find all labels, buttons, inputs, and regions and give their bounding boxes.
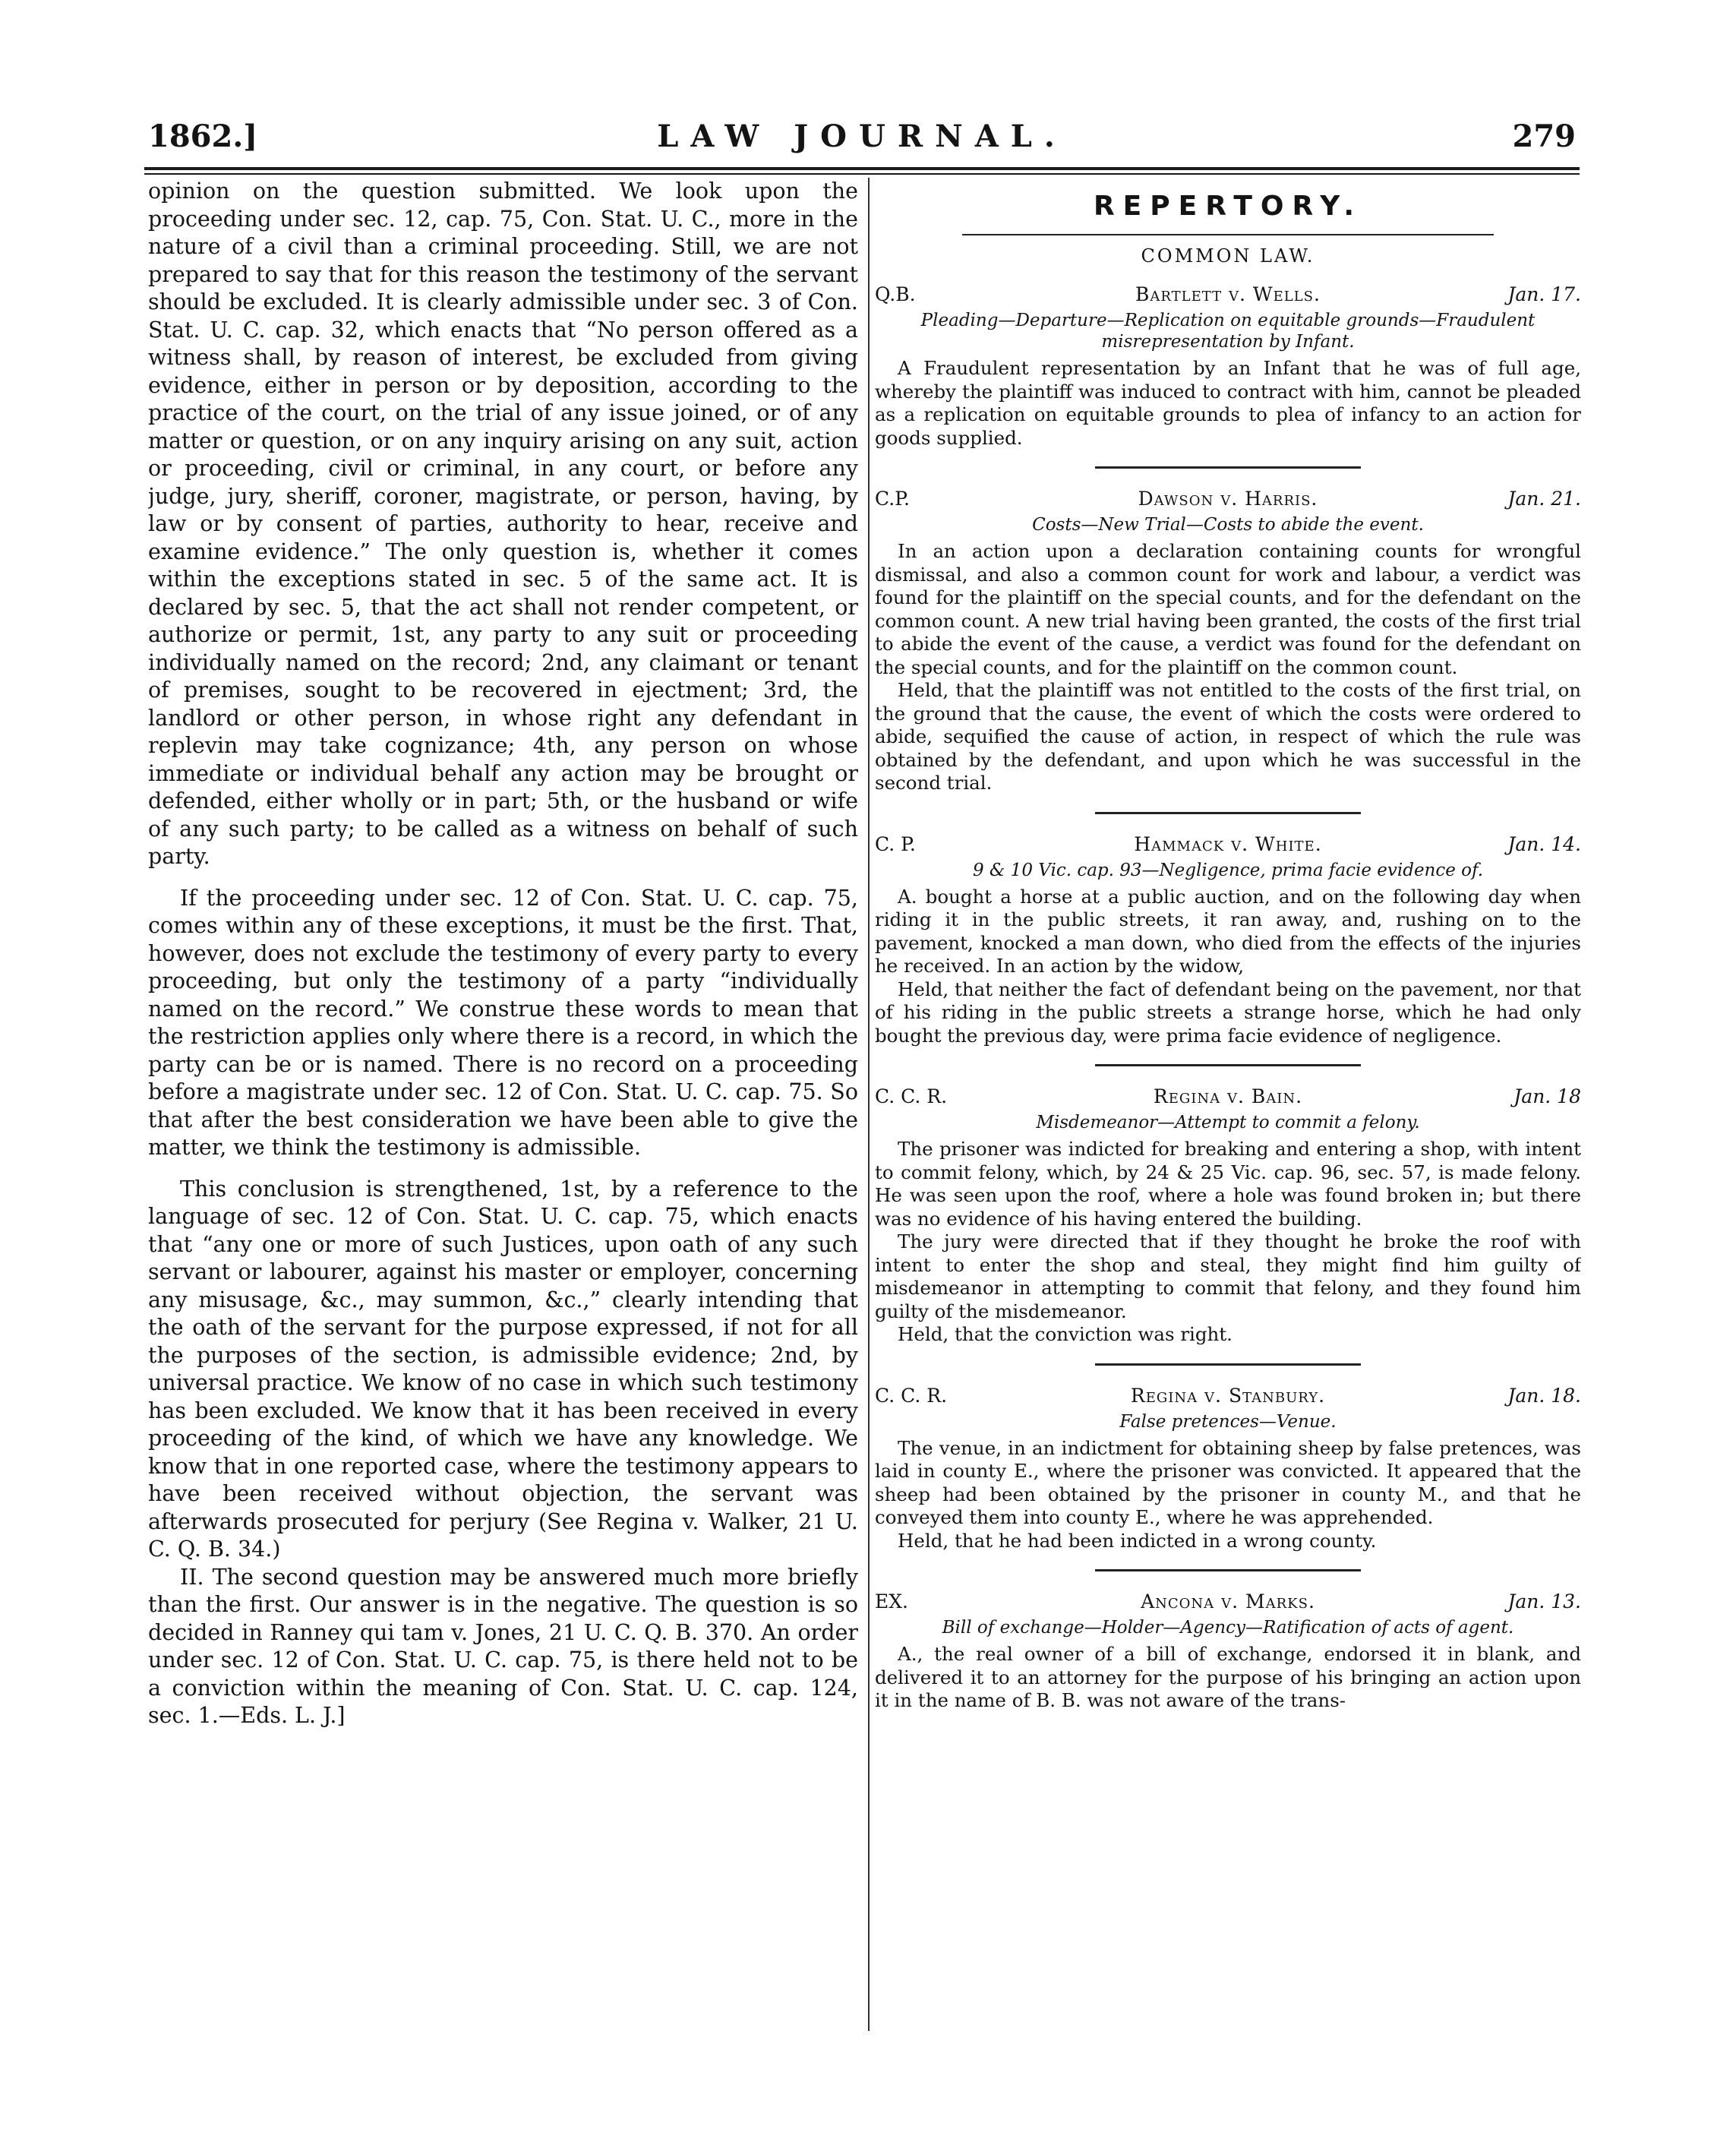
case-name: Regina v. Stanbury. — [1130, 1384, 1326, 1407]
left-paragraph-2: If the proceeding under sec. 12 of Con. Stat. U. C. cap. 75, comes within any of these exceptions, it must be the first. That, however, does not exclude the testimony of every party to every proceeding, but only the testimony of a party “individually named on the record.” We construe these words to mean that the restriction applies only where there is a record, in which the party can be or is named. There is no record on a proceeding before a magistrate under sec. 12 of Con. Stat. U. C. cap. 75. So that after the best consideration we have been able to give the matter, we think the testimony is admissible. — [148, 885, 858, 1160]
case-paragraph: Held, that the plaintiff was not entitled to the costs of the first trial, on the ground that the cause, the event of which the costs were ordered to abide, sequified the cause of action, in respect of which the rule was obtained by the defendant, and upon which he was successful in the second trial. — [875, 679, 1581, 794]
case-catchwords: Pleading—Departure—Replication on equitable grounds—Fraudulent misrepresentation by Infant. — [920, 311, 1536, 352]
case-heading — [875, 1381, 1581, 1411]
case-name: Dawson v. Harris. — [1138, 488, 1318, 510]
case-name: Hammack v. White. — [1134, 832, 1322, 855]
journal-title: LAW JOURNAL. — [657, 118, 1067, 154]
case-paragraph: Held, that the conviction was right. — [898, 1323, 1233, 1345]
case-heading — [875, 829, 1581, 860]
case-heading — [875, 280, 1581, 310]
page-header — [148, 114, 1576, 160]
column-divider — [868, 178, 870, 2031]
case-separator — [1095, 812, 1361, 814]
case-separator — [1095, 1569, 1361, 1571]
case-court: C.P. — [875, 488, 910, 510]
case-heading — [875, 1082, 1581, 1112]
case-date: Jan. 14. — [1507, 832, 1581, 855]
case-paragraph: Held, that he had been indicted in a wrong county. — [898, 1529, 1377, 1552]
case-court: C. P. — [875, 832, 916, 855]
case-entry — [875, 1381, 1581, 1553]
right-column — [875, 178, 1581, 2031]
header-year: 1862.] — [148, 118, 258, 154]
case-list — [875, 280, 1581, 1713]
case-catchwords: Bill of exchange—Holder—Agency—Ratification of acts of agent. — [942, 1618, 1514, 1638]
case-court: Q.B. — [875, 283, 916, 305]
case-catchwords: Misdemeanor—Attempt to commit a felony. — [1036, 1113, 1420, 1132]
header-rule-thin — [144, 173, 1580, 175]
left-column — [148, 178, 858, 2031]
case-paragraph: The jury were directed that if they thought he broke the roof with intent to enter the shop and steal, they might find him guilty of misdemeanor in attempting to commit that felony, and they found him guilty of the misdemeanor. — [875, 1230, 1581, 1322]
case-paragraph: Held, that neither the fact of defendant being on the pavement, nor that of his riding in the public streets a strange horse, which he had only bought the previous day, were prima facie evidence of negligence. — [875, 978, 1581, 1047]
header-rule — [144, 167, 1580, 170]
case-name: Bartlett v. Wells. — [1135, 283, 1321, 305]
case-paragraph: In an action upon a declaration containing counts for wrongful dismissal, and also a common count for work and labour, a verdict was found for the plaintiff on the special counts, and for the defendant on the common count. A new trial having been granted, the costs of the first trial to abide the event of the cause, a verdict was found for the defendant on the special counts, and for the plaintiff on the common count. — [875, 540, 1581, 678]
case-body — [875, 1437, 1581, 1553]
case-separator — [1095, 466, 1361, 469]
case-body — [875, 357, 1581, 450]
case-date: Jan. 18 — [1513, 1085, 1581, 1107]
case-heading — [875, 1587, 1581, 1617]
case-body — [875, 886, 1581, 1048]
case-date: Jan. 18. — [1507, 1384, 1581, 1407]
case-paragraph: A., the real owner of a bill of exchange, endorsed it in blank, and delivered it to an attorney for the purpose of his bringing an action upon it in the name of B. B. was not aware of the trans- — [875, 1643, 1581, 1711]
left-paragraph-4: II. The second question may be answered much more briefly than the first. Our answer is in the negative. The question is so decided in Ranney qui tam v. Jones, 21 U. C. Q. B. 370. An order under sec. 12 of Con. Stat. U. C. cap. 75, is there held not to be a conviction within the meaning of Con. Stat. U. C. cap. 124, sec. 1.—Eds. L. J.] — [148, 1564, 858, 1728]
case-court: C. C. R. — [875, 1384, 948, 1407]
left-paragraph-1: opinion on the question submitted. We look upon the proceeding under sec. 12, cap. 75, Con. Stat. U. C., more in the nature of a civil than a criminal proceeding. Still, we are not prepared to say that for this reason the testimony of the servant should be excluded. It is clearly admissible under sec. 3 of Con. Stat. U. C. cap. 32, which enacts that “No person offered as a witness shall, by reason of interest, be excluded from giving evidence, either in person or by deposition, according to the practice of the court, on the trial of any issue joined, or of any matter or question, or on any inquiry arising on any suit, action or proceeding, civil or criminal, in any court, or before any judge, jury, sheriff, coroner, magistrate, or person, having, by law or by consent of parties, authority to hear, receive and examine evidence.” The only question is, whether it comes within the exceptions stated in sec. 5 of the same act. It is declared by sec. 5, that the act shall not render competent, or authorize or permit, 1st, any party to any suit or proceeding individually named on the record; 2nd, any claimant or tenant of premises, sought to be recovered in ejectment; 3rd, the landlord or other person, in whose right any defendant in replevin may take cognizance; 4th, any person on whose immediate or individual behalf any action may be brought or defended, either wholly or in part; 5th, or the husband or wife of any such party; to be called as a witness on behalf of such party. — [148, 178, 858, 869]
case-catchwords: False pretences—Venue. — [1119, 1411, 1337, 1432]
case-paragraph: The venue, in an indictment for obtaining sheep by false pretences, was laid in county E., where the prisoner was convicted. It appeared that the sheep had been obtained by the prisoner in county M., and that he conveyed them into county E., where he was apprehended. — [875, 1436, 1581, 1528]
case-entry — [875, 829, 1581, 1048]
case-court: C. C. R. — [875, 1085, 948, 1107]
case-name: Ancona v. Marks. — [1141, 1590, 1315, 1612]
case-body — [875, 540, 1581, 795]
case-name: Regina v. Bain. — [1153, 1085, 1303, 1107]
case-date: Jan. 21. — [1507, 488, 1581, 510]
case-catchwords: 9 & 10 Vic. cap. 93—Negligence, prima facie evidence of. — [972, 860, 1484, 880]
case-heading — [875, 484, 1581, 514]
case-court: EX. — [875, 1590, 908, 1612]
case-entry — [875, 484, 1581, 795]
case-separator — [1095, 1363, 1361, 1366]
case-body — [875, 1138, 1581, 1347]
case-paragraph: A Fraudulent representation by an Infant that he was of full age, whereby the plaintiff was induced to contract with him, cannot be pleaded as a replication on equitable grounds to plea of infancy to an action for goods supplied. — [875, 357, 1581, 449]
repertory-rule — [962, 234, 1494, 235]
case-entry — [875, 1082, 1581, 1347]
left-paragraph-3: This conclusion is strengthened, 1st, by a reference to the language of sec. 12 of Con. Stat. U. C. cap. 75, which enacts that “any one or more of such Justices, upon oath of any such servant or labourer, against his master or employer, concerning any misusage, &c., may summon, &c.,” clearly intending that the oath of the servant for the purpose expressed, if not for all the purposes of the section, is admissible evidence; 2nd, by universal practice. We know of no case in which such testimony has been excluded. We know that it has been received in every proceeding of the kind, of which we have any knowledge. We know that in one reported case, where the testimony appears to have been received without objection, the servant was afterwards prosecuted for perjury (See Regina v. Walker, 21 U. C. Q. B. 34.) — [148, 1176, 858, 1562]
case-date: Jan. 13. — [1507, 1590, 1581, 1612]
page-number: 279 — [1512, 118, 1576, 154]
case-date: Jan. 17. — [1507, 283, 1581, 305]
case-separator — [1095, 1064, 1361, 1066]
section-subtitle: COMMON LAW. — [1141, 245, 1315, 267]
case-paragraph: A. bought a horse at a public auction, and on the following day when riding it in the public streets, it ran away, and, rushing on to the pavement, knocked a man down, who died from the effects of the injuries he received. In an action by the widow, — [875, 885, 1581, 977]
case-paragraph: The prisoner was indicted for breaking and entering a shop, with intent to commit felony, which, by 24 & 25 Vic. cap. 96, sec. 57, is made felony. He was seen upon the roof, where a hole was found broken in; but there was no evidence of his having entered the building. — [875, 1138, 1581, 1230]
case-catchwords: Costs—New Trial—Costs to abide the event. — [1032, 515, 1424, 535]
case-entry — [875, 1587, 1581, 1713]
repertory-title: REPERTORY. — [1093, 191, 1363, 222]
case-body — [875, 1643, 1581, 1713]
case-entry — [875, 280, 1581, 450]
